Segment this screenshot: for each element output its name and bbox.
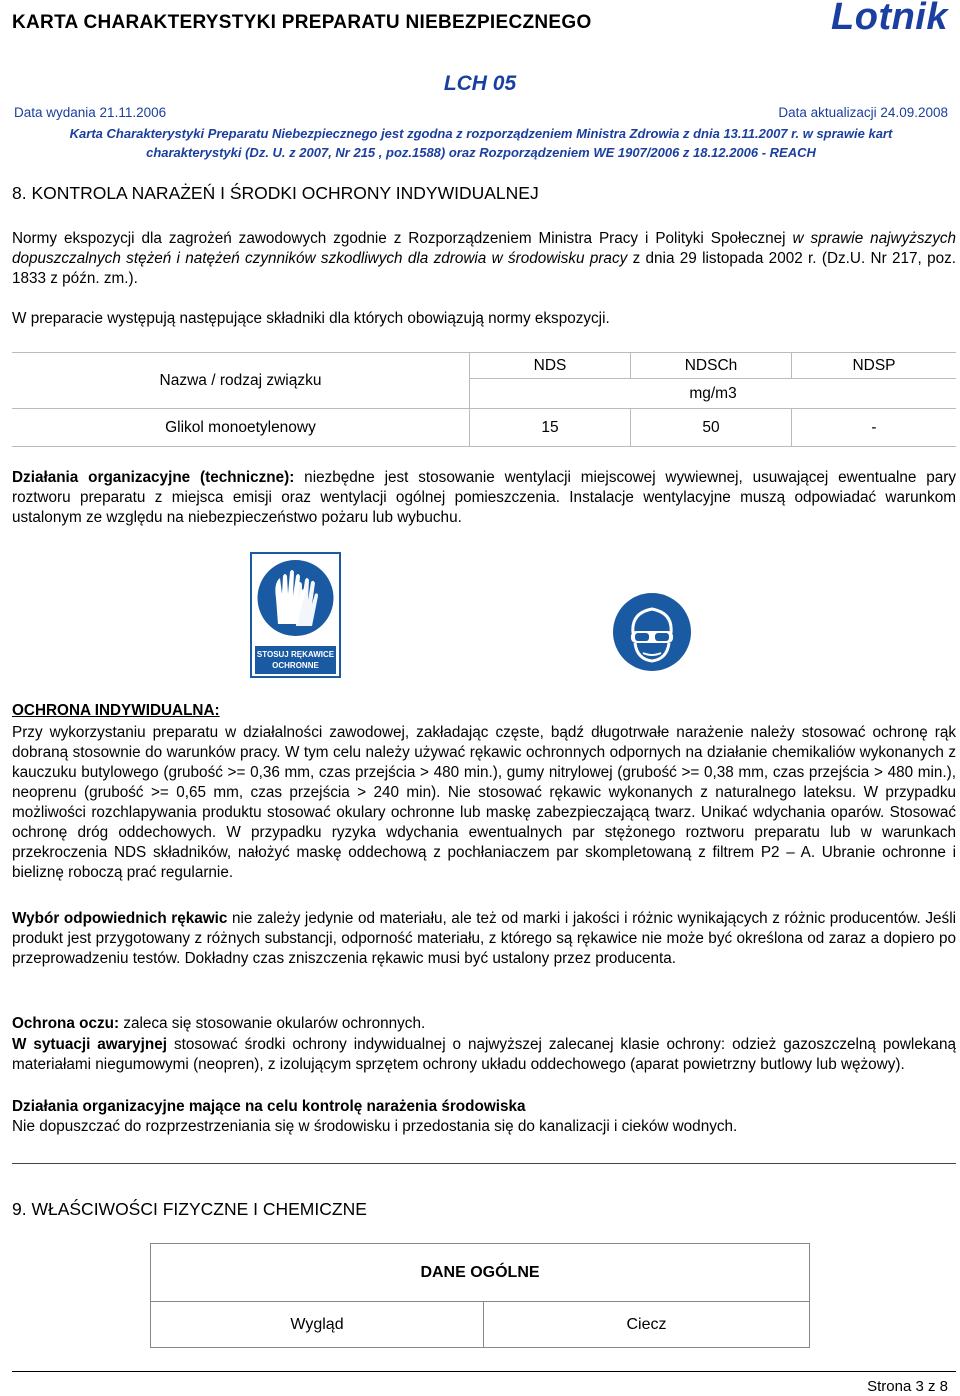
environment-text: Nie dopuszczać do rozprzestrzeniania się w środowisku i przedostania się do kanalizacji i cieków wodnych. (12, 1118, 738, 1135)
environment-title: Działania organizacyjne mające na celu kontrolę narażenia środowiska (12, 1098, 526, 1115)
org-text: niezbędne jest stosowanie wentylacji miejscowej wywiewnej, usuwającej ewentualne pary roztworu preparatu z miejsca emisji oraz wentylacji ogólnej pomieszczenia. Instalacje wentylacyjne muszą odpowiadać warunkom ustalonym ze względu na niebezpieczeństwo pożaru lub wybuchu. (12, 469, 956, 526)
row-ndsp-value: - (792, 409, 957, 447)
col-name-header: Nazwa / rodzaj związku (12, 353, 470, 409)
eye-text: zaleca się stosowanie okularów ochronnych. (119, 1015, 426, 1032)
regulation-note (14, 124, 948, 162)
dates-row (14, 105, 948, 120)
row-nds-value: 15 (470, 409, 631, 447)
document-title: KARTA CHARAKTERYSTYKI PREPARATU NIEBEZPIECZNEGO (12, 12, 592, 33)
goggles-icon (613, 593, 691, 671)
gloves-sign-label: STOSUJ RĘKAWICE OCHRONNE (256, 650, 335, 670)
emergency-protection (12, 1035, 956, 1075)
row-substance: Glikol monoetylenowy (12, 409, 470, 447)
components-intro: W preparacie występują następujące składniki dla których obowiązują normy ekspozycji. (12, 310, 610, 327)
appearance-value: Ciecz (484, 1302, 810, 1348)
unit-header: mg/m3 (470, 379, 957, 409)
section-8-title: 8. KONTROLA NARAŻEŃ I ŚRODKI OCHRONY INDYWIDUALNEJ (12, 183, 539, 203)
issue-date: Data wydania 21.11.2006 (14, 105, 167, 120)
norms-part-a: Normy ekspozycji dla zagrożeń zawodowych zgodnie z Rozporządzeniem Ministra Pracy i Polityki Społecznej (12, 230, 793, 247)
glove-choice-label: Wybór odpowiednich rękawic (12, 910, 228, 927)
footer-divider (12, 1371, 956, 1372)
personal-protection-text: Przy wykorzystaniu preparatu w działalności zawodowej, zakładając częste, bądź długotrwałe narażenie należy stosować ochronę rąk dobraną stosownie do warunków pracy. W tym celu należy używać rękawic ochronnych odpornych na działanie chemikaliów wykonanych z kauczuku butylowego (grubość >= 0,36 mm, czas przejścia > 480 min.), gumy nitrylowej (grubość >= 0,38 mm, czas przejścia > 480 min.), neoprenu (grubość >= 0,65 mm, czas przejścia > 240 min). Nie stosować rękawic wykonanych z naturalnego lateksu. W przypadku możliwości rozchlapywania produktu stosować okulary ochronne lub maskę zabezpieczającą twarz. Unikać wdychania oparów. Stosować ochronę dróg oddechowych. W przypadku ryzyka wdychania ewentualnych par stężonego roztworu preparatu lub w warunkach przekroczenia NDS składników, nałożyć maskę oddechową z pochłaniaczem par skompletowaną z filtrem P2 – A. Ubranie ochronne i bieliznę roboczą prać regularnie. (12, 724, 956, 881)
exposure-norms-paragraph (12, 229, 956, 289)
emergency-text: stosować środki ochrony indywidualnej o najwyższej zalecanej klasie ochrony: odzież gazoszczelną powlekaną materiałami niegumowymi (neopren), z izolującym sprzętem ochrony układu oddechowego (aparat powietrzny butlowy lub wężowy). (12, 1036, 956, 1073)
exposure-limits-table (12, 352, 956, 447)
eye-label: Ochrona oczu: (12, 1015, 120, 1032)
regulation-line-1: Karta Charakterystyki Preparatu Niebezpiecznego jest zgodna z rozporządzeniem Ministra Zdrowia z dnia 13.11.2007 r. w sprawie kart (69, 126, 893, 141)
org-label: Działania organizacyjne (techniczne): (12, 469, 295, 486)
goggles-sign (613, 593, 691, 671)
row-ndsch-value: 50 (631, 409, 792, 447)
update-date: Data aktualizacji 24.09.2008 (778, 105, 948, 120)
glove-choice (12, 909, 956, 969)
col-ndsp-header: NDSP (792, 353, 957, 379)
page-number: Strona 3 z 8 (867, 1378, 948, 1395)
organizational-measures (12, 468, 956, 528)
regulation-line-2: charakterystyki (Dz. U. z 2007, Nr 215 , poz.1588) oraz Rozporządzeniem WE 1907/2006 z 18.12.2006 - REACH (146, 145, 816, 160)
general-data-table (150, 1243, 810, 1348)
company-logo: Lotnik (831, 0, 948, 38)
norms-part-b: w sprawie najwyższych dopuszczalnych stężeń i natężeń czynników szkodliwych dla zdrowia w środowisku pracy (12, 230, 956, 267)
glove-choice-text: nie zależy jedynie od materiału, ale też od marki i jakości i różnic wynikających z różnic producentów. Jeśli produkt jest przygotowany z różnych substancji, odporność materiału, z którego są rękawice nie może być określona od zaraz a dopiero po przeprowadzeniu testów. Dokładny czas zniszczenia rękawic musi być ustalony przez producenta. (12, 910, 956, 967)
emergency-label: W sytuacji awaryjnej (12, 1036, 168, 1053)
section-divider (12, 1163, 956, 1164)
col-nds-header: NDS (470, 353, 631, 379)
col-ndsch-header: NDSCh (631, 353, 792, 379)
personal-protection-title: OCHRONA INDYWIDUALNA: (12, 702, 220, 719)
appearance-label: Wygląd (151, 1302, 484, 1348)
eye-protection (12, 1014, 956, 1034)
section-9-title: 9. WŁAŚCIWOŚCI FIZYCZNE I CHEMICZNE (12, 1199, 367, 1219)
product-code: LCH 05 (443, 72, 517, 95)
norms-part-c: z dnia 29 listopada 2002 r. (Dz.U. Nr 217, poz. 1833 z późn. zm.). (12, 250, 956, 287)
general-data-header: DANE OGÓLNE (151, 1244, 810, 1302)
gloves-sign (250, 552, 341, 678)
